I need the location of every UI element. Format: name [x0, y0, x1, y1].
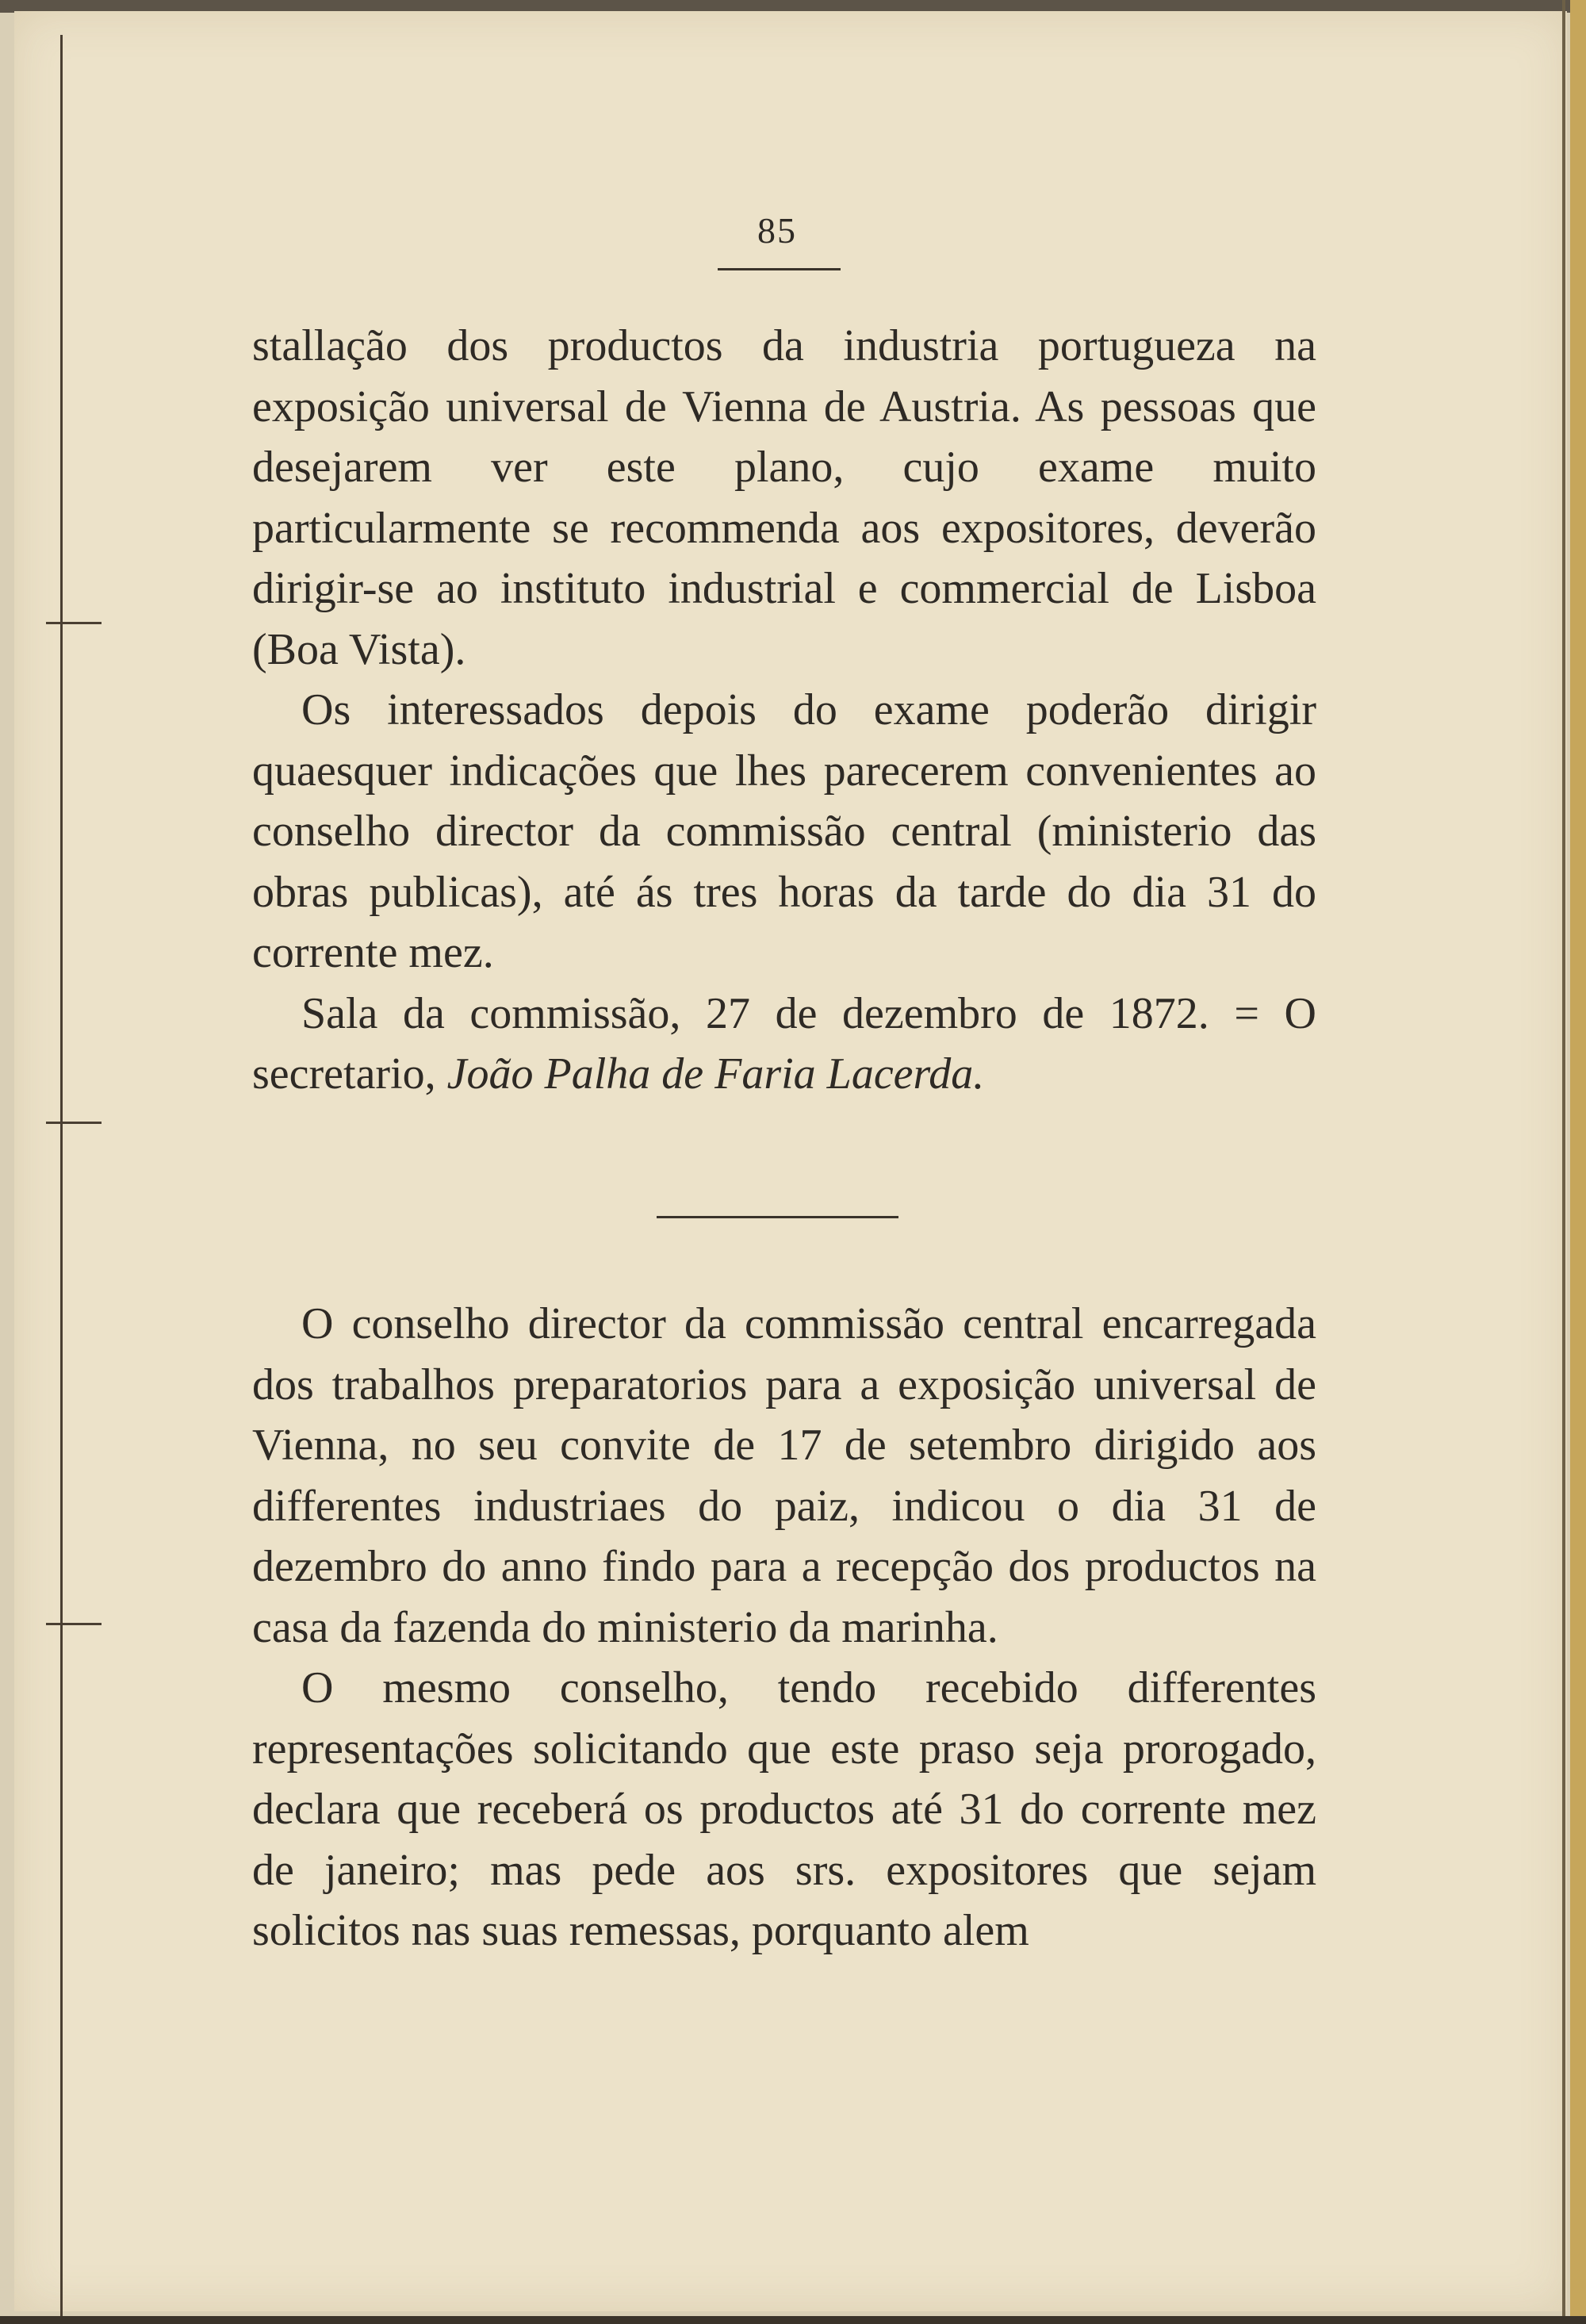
book-right-edge	[1570, 0, 1586, 2324]
dateline-text: Sala da commissão, 27 de dezembro de 1872. = O secretario,	[252, 988, 1316, 1099]
page-edge-line	[1562, 0, 1565, 2324]
paragraph: stallação dos productos da industria portugueza na exposição universal de Vienna de Austria. As pessoas que desejarem ver este plano, cujo exame muito particularmente se recommenda aos expositores, deverão dirigir-se ao instituto industrial e commercial de Lisboa (Boa Vista).	[252, 321, 1316, 674]
paragraph: O mesmo conselho, tendo recebido differentes representações solicitando que este praso seja prorogado, declara que receberá os productos até 31 do corrente mez de janeiro; mas pede aos srs. expositores que sejam solicitos nas suas remessas, porquanto alem	[252, 1663, 1316, 1955]
header-rule	[718, 268, 841, 270]
section-divider	[657, 1216, 898, 1218]
page-number: 85	[757, 210, 797, 251]
binding-rule	[60, 35, 63, 2319]
margin-tick	[46, 1122, 102, 1124]
text-block-upper	[252, 316, 1316, 1105]
paragraph: Os interessados depois do exame poderão dirigir quaesquer indicações que lhes parecerem convenientes ao conselho director da commissão central (ministerio das obras publicas), até ás tres horas da tarde do dia 31 do corrente mez.	[252, 685, 1316, 977]
book-bottom-edge	[0, 2316, 1586, 2324]
text-block-lower	[252, 1294, 1316, 1962]
paragraph-dateline	[252, 984, 1316, 1105]
paragraph: O conselho director da commissão central encarregada dos trabalhos preparatorios para a exposição universal de Vienna, no seu convite de 17 de setembro dirigido aos differentes industriaes do paiz, indicou o dia 31 de dezembro do anno findo para a recepção dos productos na casa da fazenda do ministerio da marinha.	[252, 1299, 1316, 1652]
signature: João Palha de Faria Lacerda.	[446, 1049, 985, 1099]
margin-tick	[46, 1623, 102, 1625]
margin-tick	[46, 622, 102, 624]
